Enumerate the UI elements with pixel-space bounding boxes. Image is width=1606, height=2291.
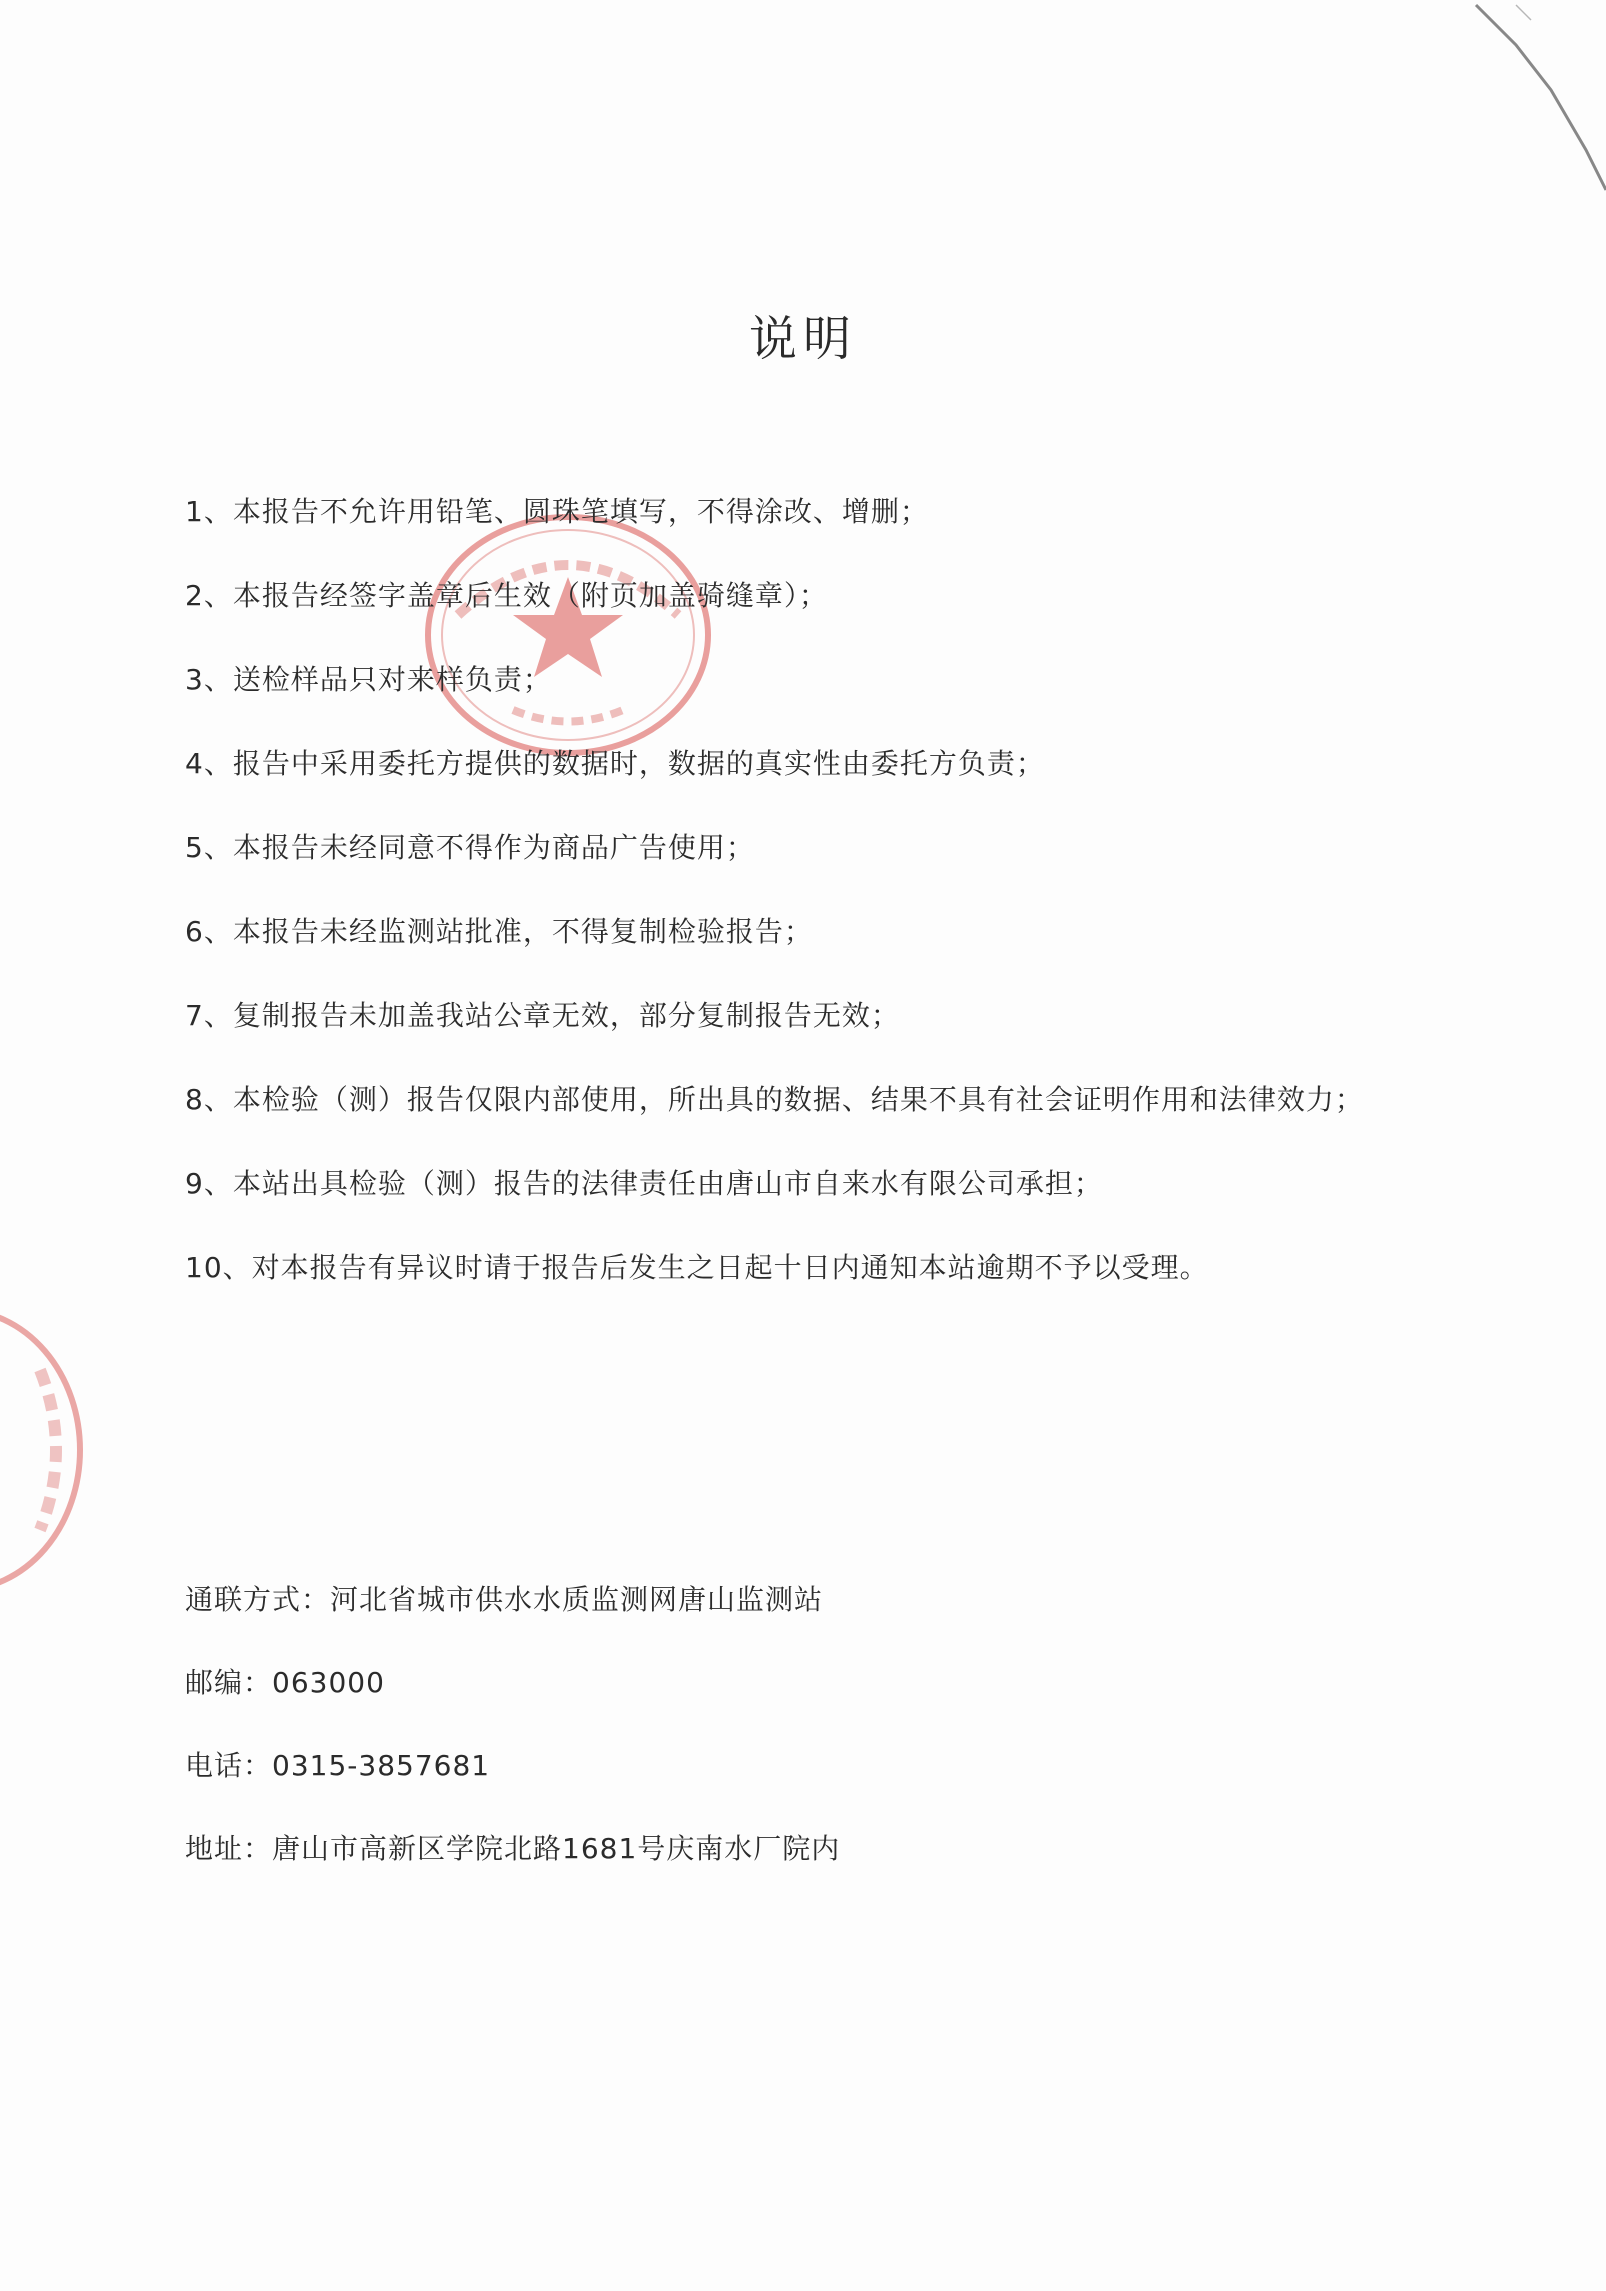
postcode-label: 邮编： [185,1666,273,1699]
note-item: 2、本报告经签字盖章后生效（附页加盖骑缝章）； [185,579,828,612]
partial-seal-stamp-icon [0,1300,90,1600]
address-label: 地址： [185,1832,273,1865]
postcode-row [185,1661,1285,1744]
note-item: 8、本检验（测）报告仅限内部使用，所出具的数据、结果不具有社会证明作用和法律效力； [185,1083,1364,1116]
notes-list [185,490,1515,1330]
contact-value: 河北省城市供水水质监测网唐山监测站 [330,1583,824,1616]
contact-info [185,1578,1285,1910]
phone-row [185,1744,1285,1827]
phone-value: 0315-3857681 [272,1749,491,1782]
note-item: 4、报告中采用委托方提供的数据时，数据的真实性由委托方负责； [185,747,1045,780]
page-title: 说明 [748,311,857,367]
postcode-value: 063000 [272,1666,385,1699]
note-item: 7、复制报告未加盖我站公章无效，部分复制报告无效； [185,999,900,1032]
note-item: 1、本报告不允许用铅笔、圆珠笔填写，不得涂改、增删； [185,495,929,528]
note-item: 9、本站出具检验（测）报告的法律责任由唐山市自来水有限公司承担； [185,1167,1103,1200]
note-item: 5、本报告未经同意不得作为商品广告使用； [185,831,755,864]
note-item: 3、送检样品只对来样负责； [185,663,552,696]
contact-row [185,1578,1285,1661]
address-value: 唐山市高新区学院北路1681号庆南水厂院内 [272,1832,841,1865]
phone-label: 电话： [185,1749,273,1782]
note-item: 10、对本报告有异议时请于报告后发生之日起十日内通知本站逾期不予以受理。 [185,1251,1209,1284]
note-item: 6、本报告未经监测站批准，不得复制检验报告； [185,915,813,948]
contact-label: 通联方式： [185,1583,331,1616]
paper-fold-mark [1456,0,1606,200]
address-row [185,1827,1285,1910]
